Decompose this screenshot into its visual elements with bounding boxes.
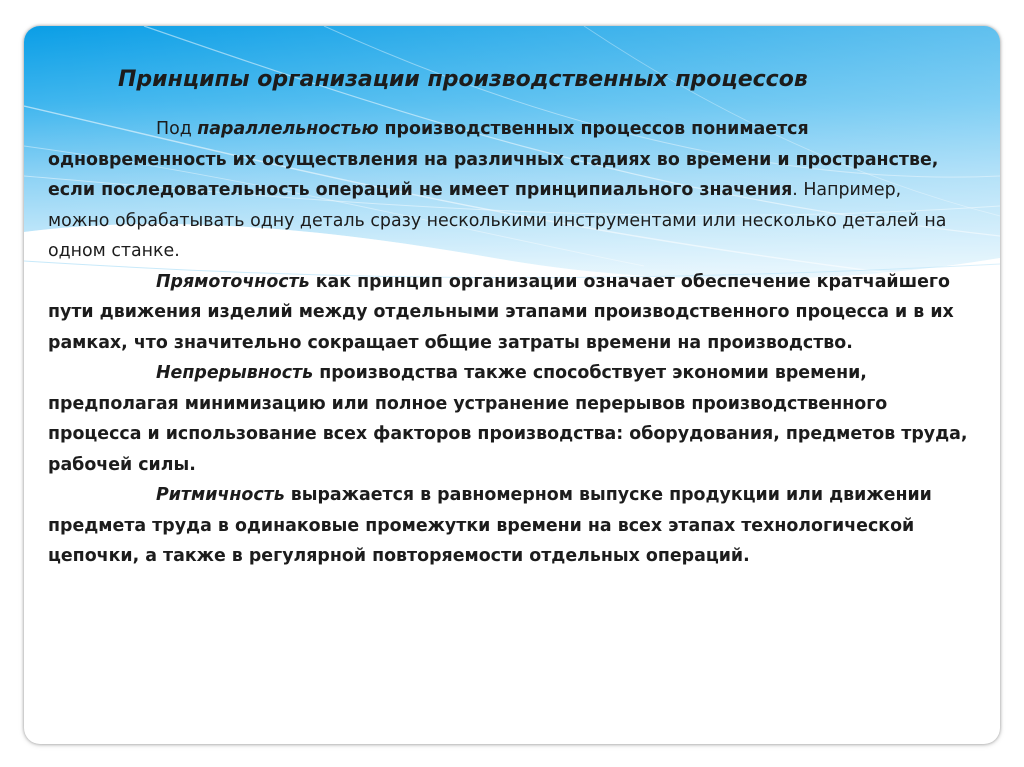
paragraph-parallelism [48,114,968,267]
slide-body [48,114,968,572]
term-parallelism: параллельностью [197,119,379,139]
slide-title: Принципы организации производственных процессов [118,67,808,92]
paragraph-direct-flow [48,267,968,359]
term-rhythm: Ритмичность [156,485,285,505]
term-direct-flow: Прямоточность [156,271,310,292]
slide-frame [24,26,1000,744]
text-run: . Например, можно обрабатывать одну деталь сразу несколькими инструментами или несколько деталей на одном станке. [48,180,947,261]
paragraph-rhythm [48,480,968,572]
text-run: производства также способствует экономии времени, предполагая минимизацию или полное устранение перерывов производственного процесса и использование всех факторов производства: оборудования, предметов труда, рабочей силы. [48,363,968,475]
text-run: Под [156,119,198,139]
paragraph-continuity [48,358,968,480]
term-continuity: Непрерывность [156,363,314,383]
text-run: производственных процессов понимается одновременность их осуществления на различных стадиях во времени и пространстве, если последовательность операций не имеет принципиального значения [48,119,939,200]
text-run: как принцип организации означает обеспечение кратчайшего пути движения изделий между отдельными этапами производственного процесса и в их рамках, что значительно сокращает общие затраты времени на производство. [48,271,954,353]
text-run: выражается в равномерном выпуске продукции или движении предмета труда в одинаковые промежутки времени на всех этапах технологической цепочки, а также в регулярной повторяемости отдельных операций. [48,485,932,566]
